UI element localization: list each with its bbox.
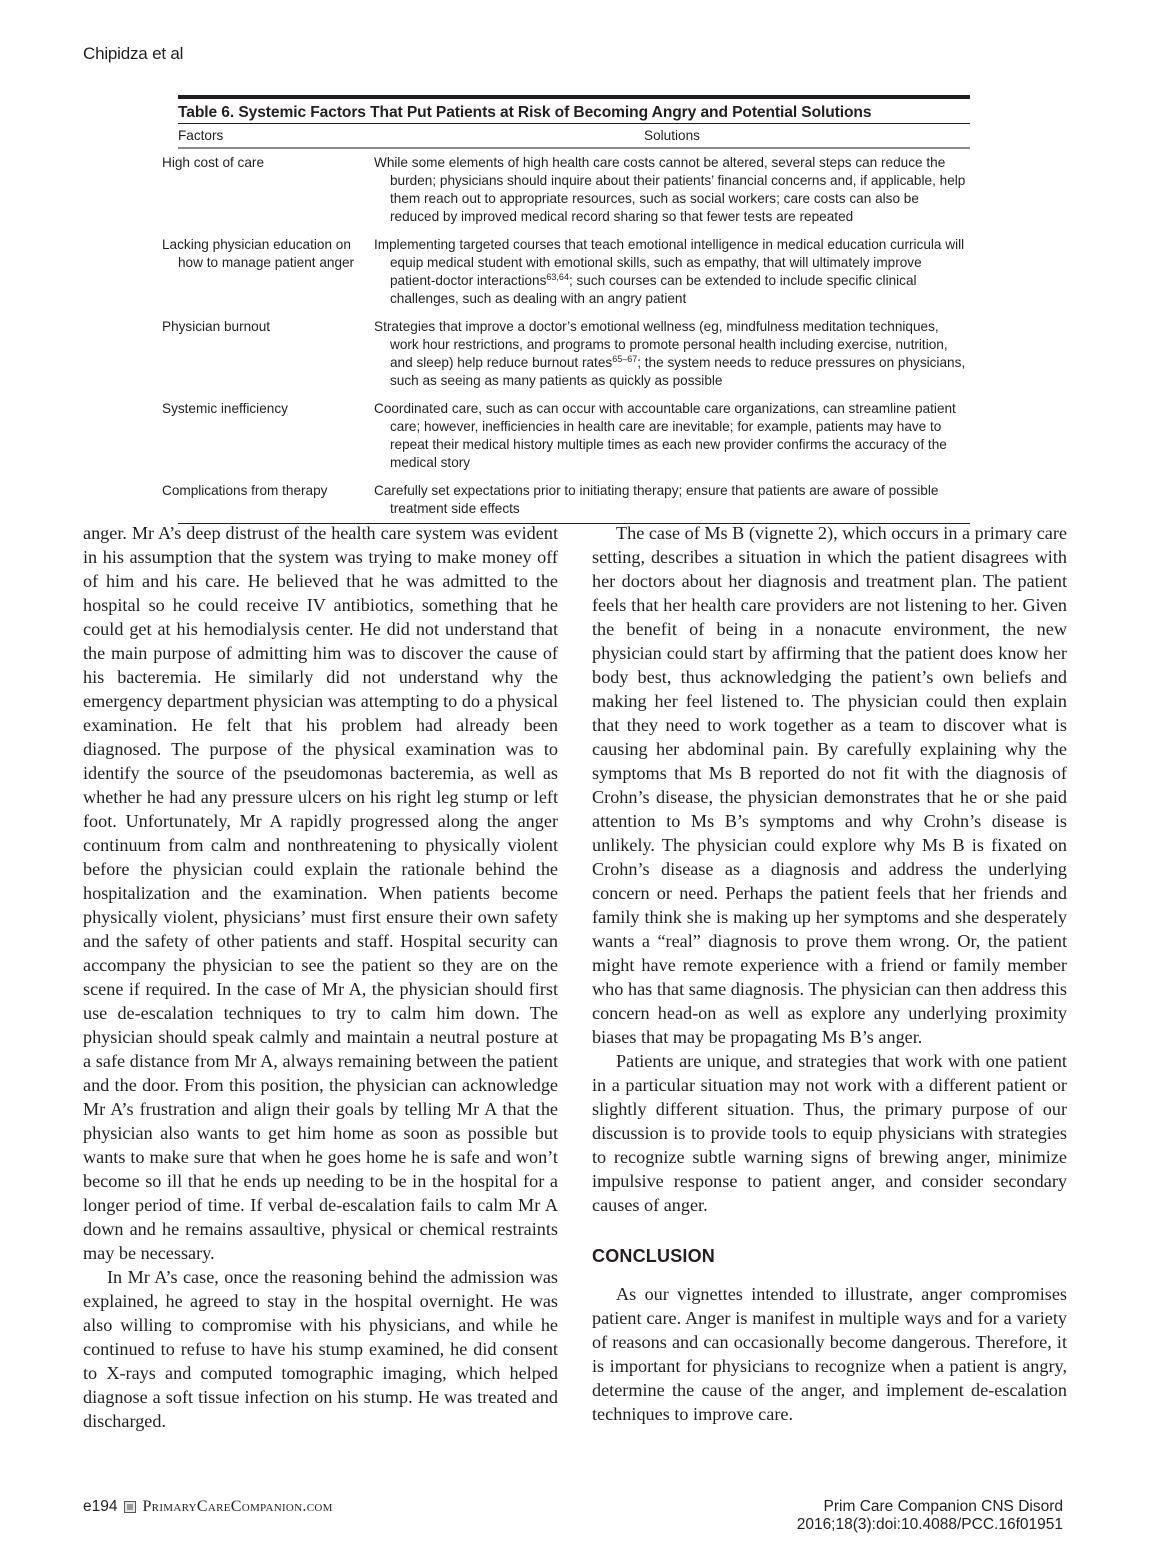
solution-text: Strategies that improve a doctor’s emotional wellness (eg, mindfulness meditation techniques, work hour restrictions, and programs to promote personal health including exercise, nutrition, and sleep) help reduce burnout rates xyxy=(374,319,948,370)
square-bullet-icon xyxy=(124,1501,136,1513)
table-row xyxy=(162,477,970,523)
solution-text: Implementing targeted courses that teach emotional intelligence in medical education curricula will equip medical student with emotional skills, such as empathy, that will ultimately improve patient-doctor interactions xyxy=(374,237,965,288)
body-paragraph: In Mr A’s case, once the reasoning behind the admission was explained, he agreed to stay in the hospital overnight. He was also willing to compromise with his physicians, and while he continued to refuse to have his stump examined, he did consent to X-rays and computed tomographic imaging, which helped diagnose a soft tissue infection on his stump. He was treated and discharged. xyxy=(83,1267,558,1431)
table-cell-solution xyxy=(374,400,970,472)
journal-name: Prim Care Companion CNS Disord xyxy=(823,1498,1063,1515)
table-header-row xyxy=(178,124,970,147)
table-row xyxy=(162,231,970,313)
citation-superscript: 65–67 xyxy=(612,354,638,364)
table-cell-solution xyxy=(374,236,970,308)
table-cell-solution xyxy=(374,482,970,518)
solution-text-continued: ; such courses can be extended to include specific clinical challenges, such as dealing with an angry patient xyxy=(390,273,917,306)
body-column-left xyxy=(83,521,558,1433)
solution-text: Carefully set expectations prior to initiating therapy; ensure that patients are aware of possible treatment side effects xyxy=(374,483,939,516)
conclusion-paragraph: As our vignettes intended to illustrate, anger compromises patient care. Anger is manifest in multiple ways and for a variety of reasons and can occasionally become dangerous. Therefore, it is important for physicians to recognize when a patient is angry, determine the cause of the anger, and implement de-escalation techniques to improve care. xyxy=(592,1284,1067,1424)
body-column-right xyxy=(592,521,1067,1426)
table-title: Table 6. Systemic Factors That Put Patients at Risk of Becoming Angry and Potential Solutions xyxy=(178,104,872,121)
citation-superscript: 63,64 xyxy=(546,272,569,282)
table-row xyxy=(162,313,970,395)
table-cell-factor: Physician burnout xyxy=(162,319,271,334)
solution-text-continued: ; the system needs to reduce pressures on physicians, such as seeing as many patients as quickly as possible xyxy=(390,355,966,388)
table-6 xyxy=(162,95,970,524)
solution-text: While some elements of high health care costs cannot be altered, several steps can reduce the burden; physicians should inquire about their patients’ financial concerns and, if applicable, help them reach out to appropriate resources, such as social workers; care costs can also be reduced by improved medical record sharing so that fewer tests are repeated xyxy=(374,155,966,224)
footer-left xyxy=(83,1498,333,1516)
page-number: e194 xyxy=(83,1498,118,1515)
footer-right xyxy=(797,1498,1063,1534)
table-row xyxy=(162,149,970,231)
body-paragraph: Patients are unique, and strategies that work with one patient in a particular situation may not work with a different patient or slightly different situation. Thus, the primary purpose of our discussion is to provide tools to equip physicians with strategies to recognize subtle warning signs of brewing anger, minimize impulsive response to patient anger, and consider secondary causes of anger. xyxy=(592,1051,1067,1215)
table-cell-factor: Complications from therapy xyxy=(162,483,328,498)
table-cell-factor: Systemic inefficiency xyxy=(162,401,288,416)
body-paragraph: anger. Mr A’s deep distrust of the health care system was evident in his assumption that the system was trying to make money off of him and his care. He believed that he was admitted to the hospital so he could receive IV antibiotics, something that he could get at his hemodialysis center. He did not understand that the main purpose of admitting him was to discover the cause of his bacteremia. He similarly did not understand why the emergency department physician was attempting to do a physical examination. He felt that his problem had already been diagnosed. The purpose of the physical examination was to identify the source of the pseudomonas bacteremia, as well as whether he had any pressure ulcers on his right leg stump or left foot. Unfortunately, Mr A rapidly progressed along the anger continuum from calm and nonthreatening to physically violent before the physician could explain the rationale behind the hospitalization and the examination. When patients become physically violent, physicians’ must first ensure their own safety and the safety of other patients and staff. Hospital security can accompany the physician to see the patient so they are on the scene if required. In the case of Mr A, the physician should first use de-escalation techniques to try to calm him down. The physician should speak calmly and maintain a neutral posture at a safe distance from Mr A, always remaining between the patient and the door. From this position, the physician can acknowledge Mr A’s frustration and align their goals by telling Mr A that the physician also wants to get him home as soon as possible but wants to make sure that when he goes home he is safe and won’t become so ill that he ends up needing to be in the hospital for a longer period of time. If verbal de-escalation fails to calm Mr A down and he remains assaultive, physical or chemical restraints may be necessary. xyxy=(83,523,558,1263)
table-cell-factor: High cost of care xyxy=(162,155,264,170)
table-cell-solution xyxy=(374,318,970,390)
body-paragraph: The case of Ms B (vignette 2), which occurs in a primary care setting, describes a situation in which the patient disagrees with her doctors about her diagnosis and treatment plan. The patient feels that her health care providers are not listening to her. Given the benefit of being in a nonacute environment, the new physician could start by affirming that the patient does know her body best, thus acknowledging the patient’s own beliefs and making her feel listened to. The physician could then explain that they need to work together as a team to discover what is causing her abdominal pain. By carefully explaining why the symptoms that Ms B reported do not fit with the diagnosis of Crohn’s disease, the physician demonstrates that he or she paid attention to Ms B’s symptoms and why Crohn’s disease is unlikely. The physician could explore why Ms B is fixated on Crohn’s disease as a diagnosis and address the underlying concern or need. Perhaps the patient feels that her friends and family think she is making up her symptoms and she desperately wants a “real” diagnosis to prove them wrong. Or, the patient might have remote experience with a friend or family member who has that same diagnosis. The physician can then address this concern head-on as well as explore any underlying proximity biases that may be propagating Ms B’s anger. xyxy=(592,523,1067,1047)
citation-doi: 2016;18(3):doi:10.4088/PCC.16f01951 xyxy=(796,1516,1063,1533)
table-header-solutions: Solutions xyxy=(644,128,700,143)
table-header-factors: Factors xyxy=(178,128,224,143)
table-cell-factor: Lacking physician education on how to manage patient anger xyxy=(162,237,355,270)
running-head: Chipidza et al xyxy=(83,44,184,63)
table-cell-solution xyxy=(374,154,970,226)
section-heading-conclusion: CONCLUSION xyxy=(592,1246,715,1266)
table-row xyxy=(162,395,970,477)
solution-text: Coordinated care, such as can occur with accountable care organizations, can streamline patient care; however, inefficiencies in health care are inevitable; for example, patients may have to repeat their medical history multiple times as each new provider confirms the accuracy of the medical story xyxy=(374,401,956,470)
journal-website-link[interactable]: PrimaryCareCompanion.com xyxy=(142,1498,333,1515)
